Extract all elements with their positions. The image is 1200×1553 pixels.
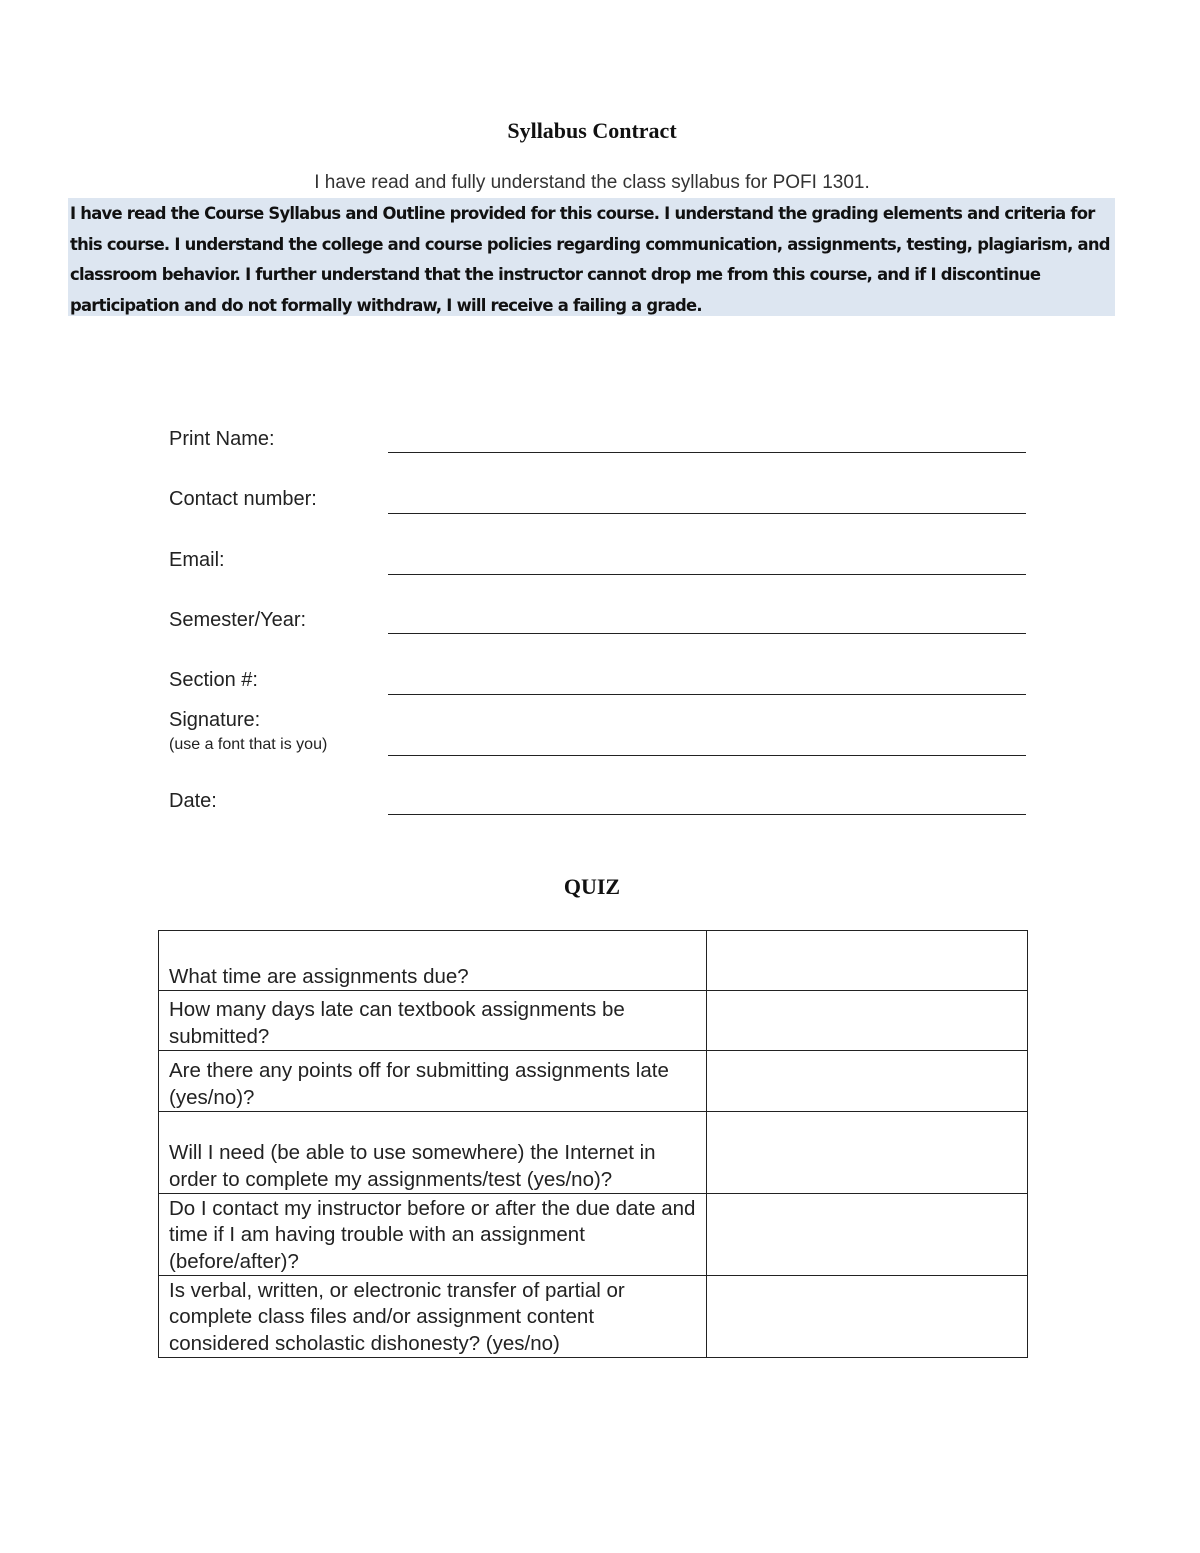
quiz-question: Do I contact my instructor before or after the due date and time if I am having trouble with an assignment (before/after)? — [159, 1194, 707, 1276]
contact-number-label: Contact number: — [169, 488, 317, 510]
quiz-title: QUIZ — [563, 874, 621, 899]
print-name-line[interactable] — [388, 452, 1026, 453]
section-label: Section #: — [169, 669, 258, 691]
table-row — [159, 991, 1028, 1051]
date-label: Date: — [169, 790, 217, 812]
table-row — [159, 1194, 1028, 1276]
table-row — [159, 1112, 1028, 1194]
quiz-question: How many days late can textbook assignments be submitted? — [159, 991, 707, 1051]
quiz-answer-cell[interactable] — [707, 1051, 1028, 1112]
document-title: Syllabus Contract — [507, 118, 677, 143]
quiz-question: Are there any points off for submitting assignments late (yes/no)? — [159, 1051, 707, 1112]
quiz-table — [158, 930, 1028, 1358]
email-label: Email: — [169, 549, 225, 571]
section-line[interactable] — [388, 694, 1026, 695]
signature-label: Signature: — [169, 709, 261, 731]
quiz-answer-cell[interactable] — [707, 1112, 1028, 1194]
semester-year-label: Semester/Year: — [169, 609, 307, 631]
signature-note: (use a font that is you) — [169, 736, 328, 753]
table-row — [159, 1276, 1028, 1358]
quiz-answer-cell[interactable] — [707, 1194, 1028, 1276]
table-row — [159, 1051, 1028, 1112]
email-line[interactable] — [388, 574, 1026, 575]
acknowledgement-text: I have read the Course Syllabus and Outline provided for this course. I understand the grading elements and criteria for this course. I understand the college and course policies regarding communication, assignments, testing, plagiarism, and classroom behavior. I further understand that the instructor cannot drop me from this course, and if I discontinue participation and do not formally withdraw, I will receive a failing a grade. — [70, 204, 1110, 315]
print-name-label: Print Name: — [169, 428, 275, 450]
signature-line[interactable] — [388, 755, 1026, 756]
quiz-question: Is verbal, written, or electronic transfer of partial or complete class files and/or assignment content considered scholastic dishonesty? (yes/no) — [159, 1276, 707, 1358]
quiz-question: Will I need (be able to use somewhere) the Internet in order to complete my assignments/test (yes/no)? — [159, 1112, 707, 1194]
syllabus-statement: I have read and fully understand the class syllabus for POFI 1301. — [314, 172, 870, 193]
quiz-answer-cell[interactable] — [707, 1276, 1028, 1358]
quiz-answer-cell[interactable] — [707, 931, 1028, 991]
contact-number-line[interactable] — [388, 513, 1026, 514]
semester-year-line[interactable] — [388, 633, 1026, 634]
date-line[interactable] — [388, 814, 1026, 815]
quiz-question: What time are assignments due? — [159, 931, 707, 991]
quiz-answer-cell[interactable] — [707, 991, 1028, 1051]
table-row — [159, 931, 1028, 991]
